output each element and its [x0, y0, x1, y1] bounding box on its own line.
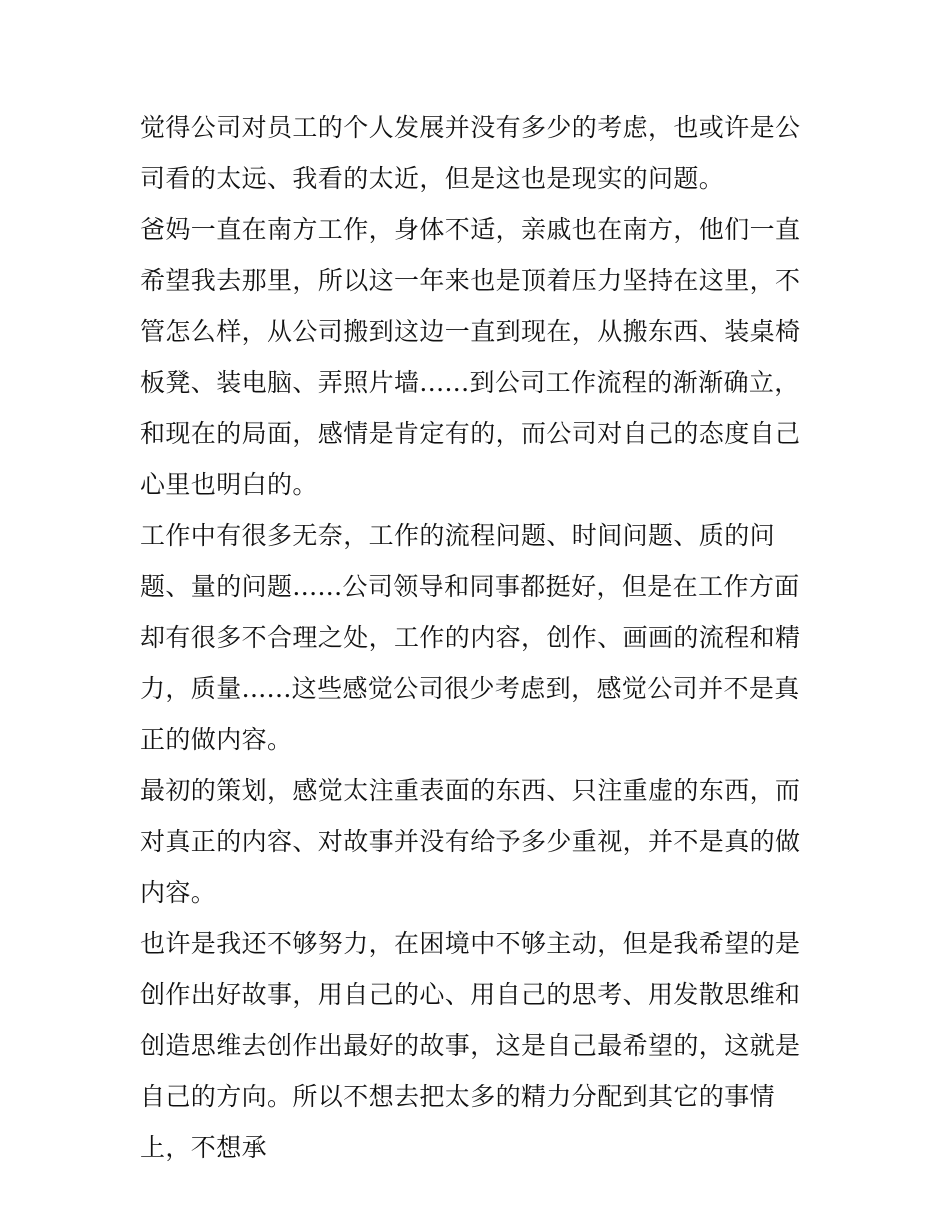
paragraph-4: 最初的策划，感觉太注重表面的东西、只注重虚的东西，而对真正的内容、对故事并没有给予多少重视，并不是真的做内容。 [140, 776, 801, 907]
paragraph-5: 也许是我还不够努力，在困境中不够主动，但是我希望的是创作出好故事，用自己的心、用自己的思考、用发散思维和创造思维去创作出最好的故事，这是自己最希望的，这就是自己的方向。所以不想去把太多的精力分配到其它的事情上，不想承 [140, 929, 801, 1162]
paragraph-2: 爸妈一直在南方工作，身体不适，亲戚也在南方，他们一直希望我去那里，所以这一年来也是顶着压力坚持在这里，不管怎么样，从公司搬到这边一直到现在，从搬东西、装桌椅板凳、装电脑、弄照片墙......到公司工作流程的渐渐确立，和现在的局面，感情是肯定有的，而公司对自己的态度自己心里也明白的。 [140, 215, 801, 499]
paragraph-3: 工作中有很多无奈，工作的流程问题、时间问题、质的问题、量的问题......公司领导和同事都挺好，但是在工作方面却有很多不合理之处，工作的内容，创作、画画的流程和精力，质量......这些感觉公司很少考虑到，感觉公司并不是真正的做内容。 [140, 521, 801, 754]
document-body [140, 102, 816, 1173]
paragraph-1: 觉得公司对员工的个人发展并没有多少的考虑，也或许是公司看的太远、我看的太近，但是这也是现实的问题。 [140, 113, 801, 193]
